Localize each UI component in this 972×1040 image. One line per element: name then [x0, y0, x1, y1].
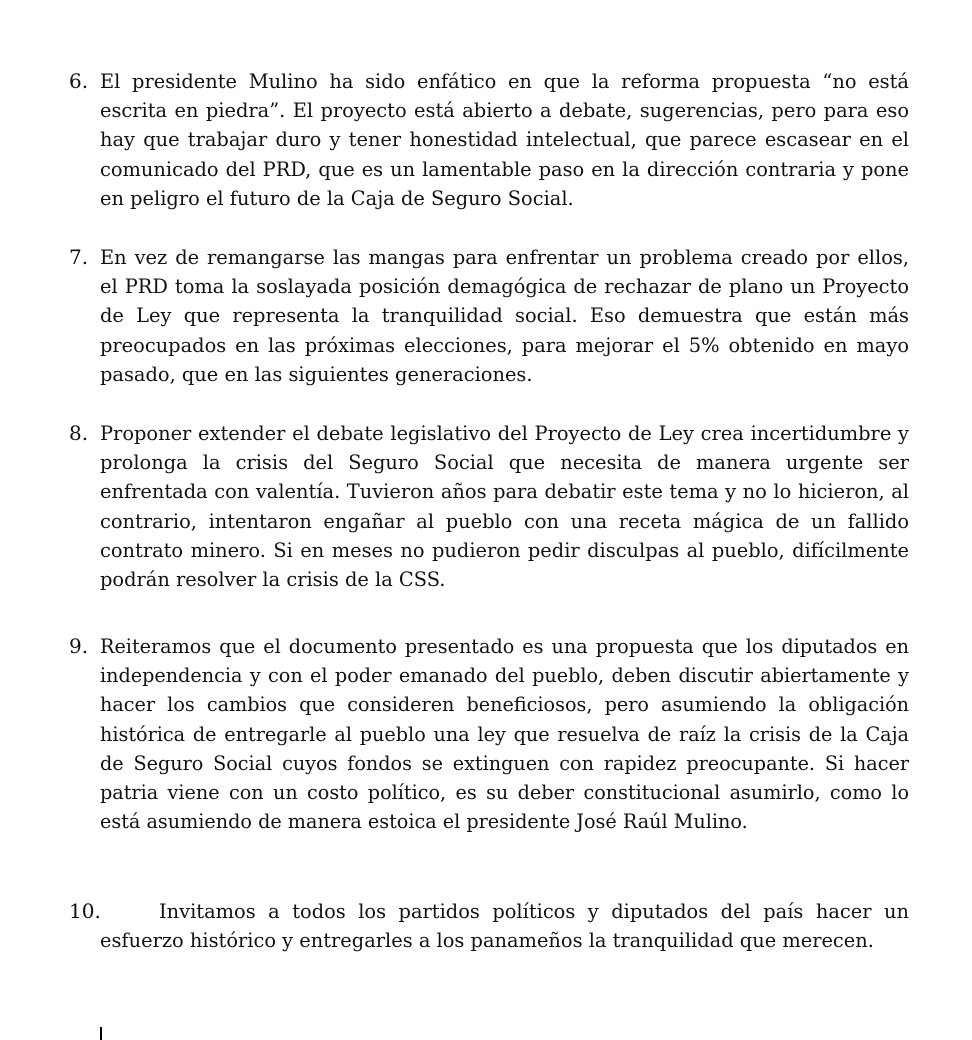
text-cursor	[100, 1027, 102, 1040]
item-number: 9.	[69, 634, 89, 658]
item-text: Proponer extender el debate legislativo del Proyecto de Ley crea incertidumbre y prolonga la crisis del Seguro Social que necesita de manera urgente ser enfrentada con valentía. Tuvieron años para debatir este tema y no lo hicieron, al contrario, intentaron engañar al pueblo con una receta mágica de un fallido contrato minero. Si en meses no pudieron pedir disculpas al pueblo, difícilmente podrán resolver la crisis de la CSS.	[100, 422, 909, 592]
item-text: Reiteramos que el documento presentado es una propuesta que los diputados en independencia y con el poder emanado del pueblo, deben discutir abiertamente y hacer los cambios que consideren beneficiosos, pero asumiendo la obligación histórica de entregarle al pueblo una ley que resuelva de raíz la crisis de la Caja de Seguro Social cuyos fondos se extinguen con rapidez preocupante. Si hacer patria viene con un costo político, es su deber constitucional asumirlo, como lo está asumiendo de manera estoica el presidente José Raúl Mulino.	[100, 635, 909, 834]
item-number: 6.	[69, 69, 89, 93]
item-number: 10.	[69, 899, 101, 923]
item-text: Invitamos a todos los partidos políticos y diputados del país hacer un esfuerzo histórico y entregarles a los panameños la tranquilidad que merecen.	[100, 900, 909, 953]
item-number: 8.	[69, 421, 89, 445]
item-number: 7.	[69, 245, 89, 269]
item-text: El presidente Mulino ha sido enfático en que la reforma propuesta “no está escrita en piedra”. El proyecto está abierto a debate, sugerencias, pero para eso hay que trabajar duro y tener honestidad intelectual, que parece escasear en el comunicado del PRD, que es un lamentable paso en la dirección contraria y pone en peligro el futuro de la Caja de Seguro Social.	[100, 70, 909, 210]
item-text: En vez de remangarse las mangas para enfrentar un problema creado por ellos, el PRD toma la soslayada posición demagógica de rechazar de plano un Proyecto de Ley que representa la tranquilidad social. Eso demuestra que están más preocupados en las próximas elecciones, para mejorar el 5% obtenido en mayo pasado, que en las siguientes generaciones.	[100, 246, 909, 386]
